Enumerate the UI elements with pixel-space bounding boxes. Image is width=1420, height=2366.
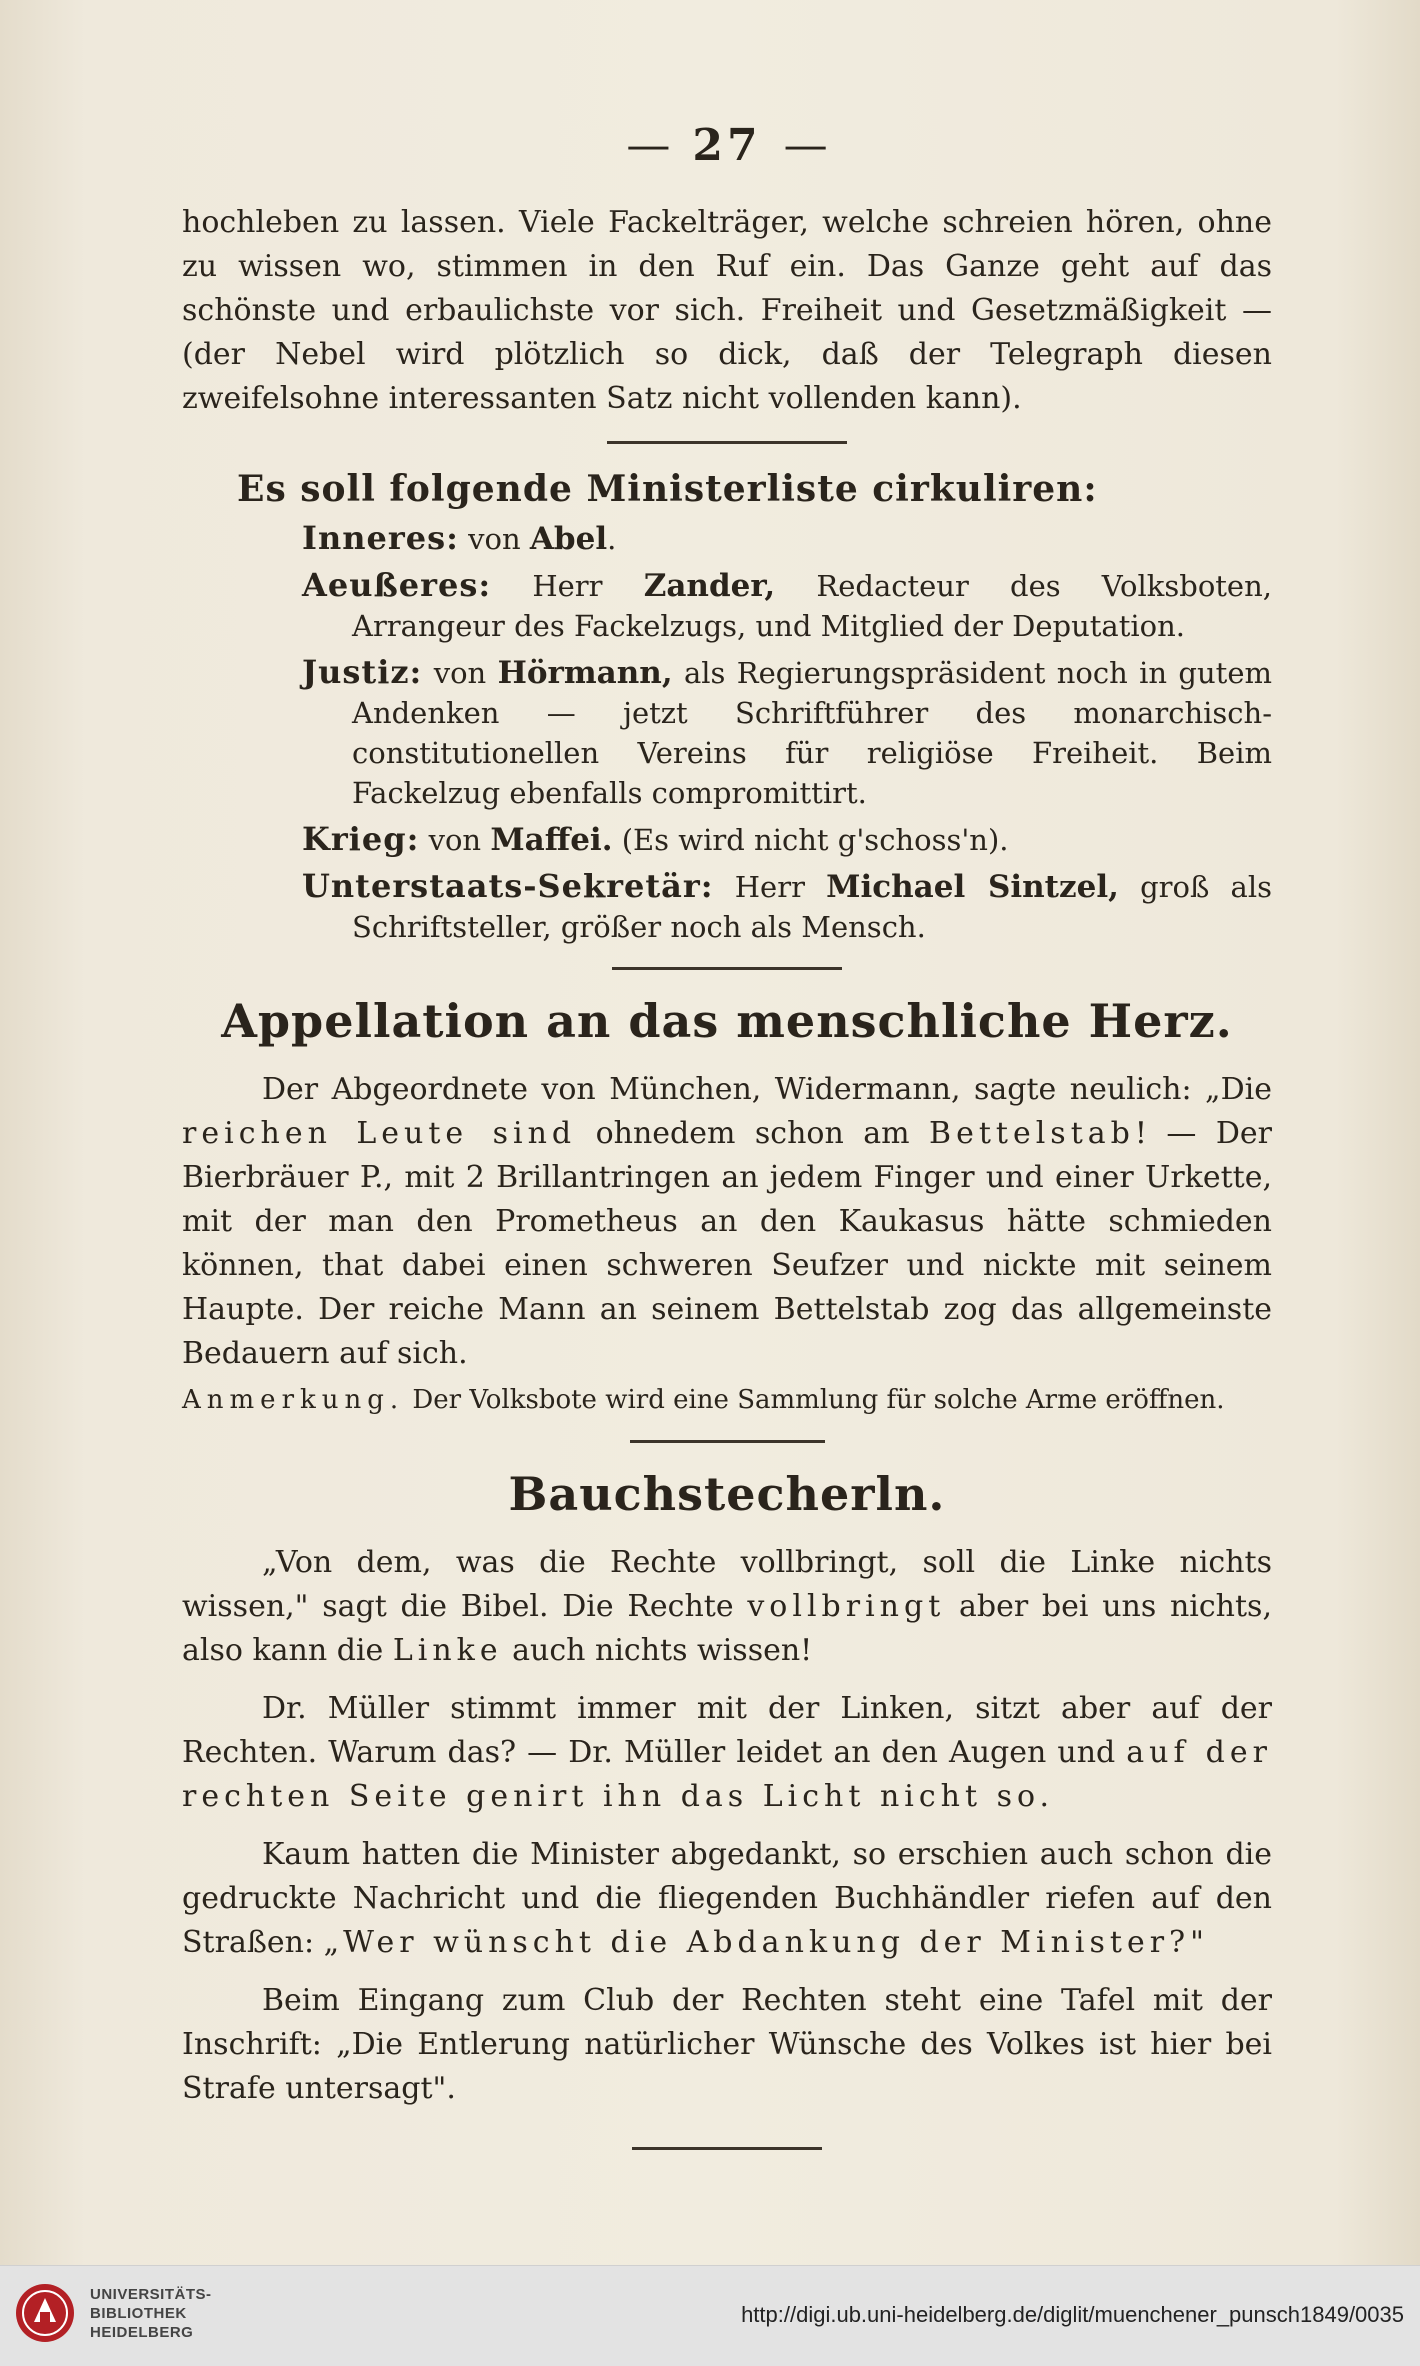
entry-text: von xyxy=(458,522,530,556)
entry-text: Herr xyxy=(491,569,644,603)
emphasis-run: auf der rechten Seite genirt ihn das Licht nicht so. xyxy=(182,1735,1272,1814)
viewer-footer xyxy=(0,2265,1420,2366)
section-divider xyxy=(607,441,847,444)
paragraph-continued: hochleben zu lassen. Viele Fackelträger, welche schreien hören, ohne zu wissen wo, stimmen in den Ruf ein. Das Ganze geht auf das schönste und erbaulichste vor sich. Freiheit und Gesetzmäßigkeit — (der Nebel wird plötzlich so dick, daß der Telegraph diesen zweifelsohne interessanten Satz nicht vollenden kann). xyxy=(182,205,1272,416)
bauch-paragraph-3 xyxy=(182,1833,1272,1965)
section-divider xyxy=(632,2147,822,2150)
bauch-paragraph-2 xyxy=(182,1687,1272,1819)
minister-entry-unterstaatssekretaer xyxy=(302,866,1272,947)
entry-text: . xyxy=(607,522,617,556)
section-divider xyxy=(612,967,842,970)
emphasis-run: vollbringt xyxy=(747,1589,946,1624)
minister-entry-krieg xyxy=(302,819,1272,860)
text-run: ohnedem schon am xyxy=(576,1116,930,1151)
source-url[interactable]: http://digi.ub.uni-heidelberg.de/diglit/muenchener_punsch1849/0035 xyxy=(741,2302,1404,2327)
section-divider xyxy=(630,1440,825,1443)
text-run: Kaum hatten die Minister abgedankt, so erschien auch schon die gedruckte Nachricht und die fliegenden Buchhändler riefen auf den Straßen: xyxy=(182,1837,1272,1960)
university-logo[interactable] xyxy=(14,2282,212,2344)
emphasis-run: „Wer wünscht die Abdankung der Minister?" xyxy=(323,1925,1209,1960)
minister-entry-aeusseres xyxy=(302,565,1272,646)
entry-text: Herr xyxy=(713,870,827,904)
appellation-heading: Appellation an das menschliche Herz. xyxy=(221,994,1233,1048)
logo-line: UNIVERSITÄTS- xyxy=(90,2285,212,2303)
text-run: Der Abgeordnete von München, Widermann, sagte neulich: „Die xyxy=(262,1072,1272,1107)
entry-text: als Regierungspräsident noch in gutem Andenken — jetzt Schriftführer des monarchisch-constitutionellen Vereins für religiöse Freiheit. Beim Fackelzug ebenfalls compromittirt. xyxy=(352,656,1272,810)
text-run: aber bei uns nichts, also kann die xyxy=(182,1589,1272,1668)
note-label: Anmerkung. xyxy=(182,1385,405,1415)
entry-text: von xyxy=(419,823,491,857)
text-run: Dr. Müller stimmt immer mit der Linken, sitzt aber auf der Rechten. Warum das? — Dr. Müller leidet an den Augen und xyxy=(182,1691,1272,1770)
emphasis-run: reichen Leute sind xyxy=(182,1116,577,1151)
appellation-note xyxy=(182,1380,1272,1420)
logo-line: BIBLIOTHEK xyxy=(90,2304,187,2322)
page-header xyxy=(182,120,1272,171)
appellation-paragraph xyxy=(182,1068,1272,1376)
entry-key: Justiz: xyxy=(302,653,423,691)
bauch-paragraph-4: Beim Eingang zum Club der Rechten steht eine Tafel mit der Inschrift: „Die Entlerung natürlicher Wünsche des Volkes ist hier bei Strafe untersagt". xyxy=(182,1983,1272,2106)
entry-name: Hörmann, xyxy=(497,655,673,691)
entry-name: Maffei. xyxy=(490,822,613,858)
header-dash-left: — xyxy=(626,120,671,171)
entry-key: Unterstaats-Sekretär: xyxy=(302,867,714,905)
emphasis-run: Linke xyxy=(392,1633,503,1668)
entry-name: Zander, xyxy=(643,568,776,604)
text-run: „Von dem, was die Rechte vollbringt, soll die Linke nichts wissen," sagt die Bibel. Die Rechte xyxy=(182,1545,1272,1624)
entry-key: Krieg: xyxy=(302,820,420,858)
entry-key: Aeußeres: xyxy=(302,566,492,604)
note-text: Der Volksbote wird eine Sammlung für solche Arme eröffnen. xyxy=(404,1385,1225,1415)
entry-name: Michael Sintzel, xyxy=(826,869,1119,905)
text-run: ! — Der Bierbräuer P., mit 2 Brillantringen an jedem Finger und einer Urkette, mit der man den Prometheus an den Kaukasus hätte schmieden können, that dabei einen schweren Seufzer und nickte mit seinem Haupte. Der reiche Mann an seinem Bettelstab zog das allgemeinste Bedauern auf sich. xyxy=(182,1116,1272,1371)
minister-entry-justiz xyxy=(302,652,1272,813)
page-content xyxy=(182,120,1272,2174)
bauch-paragraph-1 xyxy=(182,1541,1272,1673)
entry-key: Inneres: xyxy=(302,519,459,557)
entry-text: von xyxy=(422,656,498,690)
bauch-heading: Bauchstecherln. xyxy=(508,1467,946,1521)
university-seal-icon xyxy=(14,2282,76,2344)
logo-line: HEIDELBERG xyxy=(90,2323,194,2341)
minister-list-title: Es soll folgende Ministerliste cirkuliren: xyxy=(237,468,1098,510)
entry-text: Redacteur des Volksboten, Arrangeur des Fackelzugs, und Mitglied der Deputation. xyxy=(352,569,1272,643)
text-run: auch nichts wissen! xyxy=(502,1633,813,1668)
emphasis-run: Bettelstab xyxy=(929,1116,1135,1151)
entry-text: (Es wird nicht g'schoss'n). xyxy=(612,823,1009,857)
entry-name: Abel xyxy=(529,521,608,557)
logo-text xyxy=(90,2285,212,2342)
entry-text: groß als Schriftsteller, größer noch als Mensch. xyxy=(352,870,1272,944)
page-number: 27 xyxy=(692,120,762,171)
minister-entry-inneres xyxy=(302,518,1272,559)
header-dash-right: — xyxy=(783,120,828,171)
